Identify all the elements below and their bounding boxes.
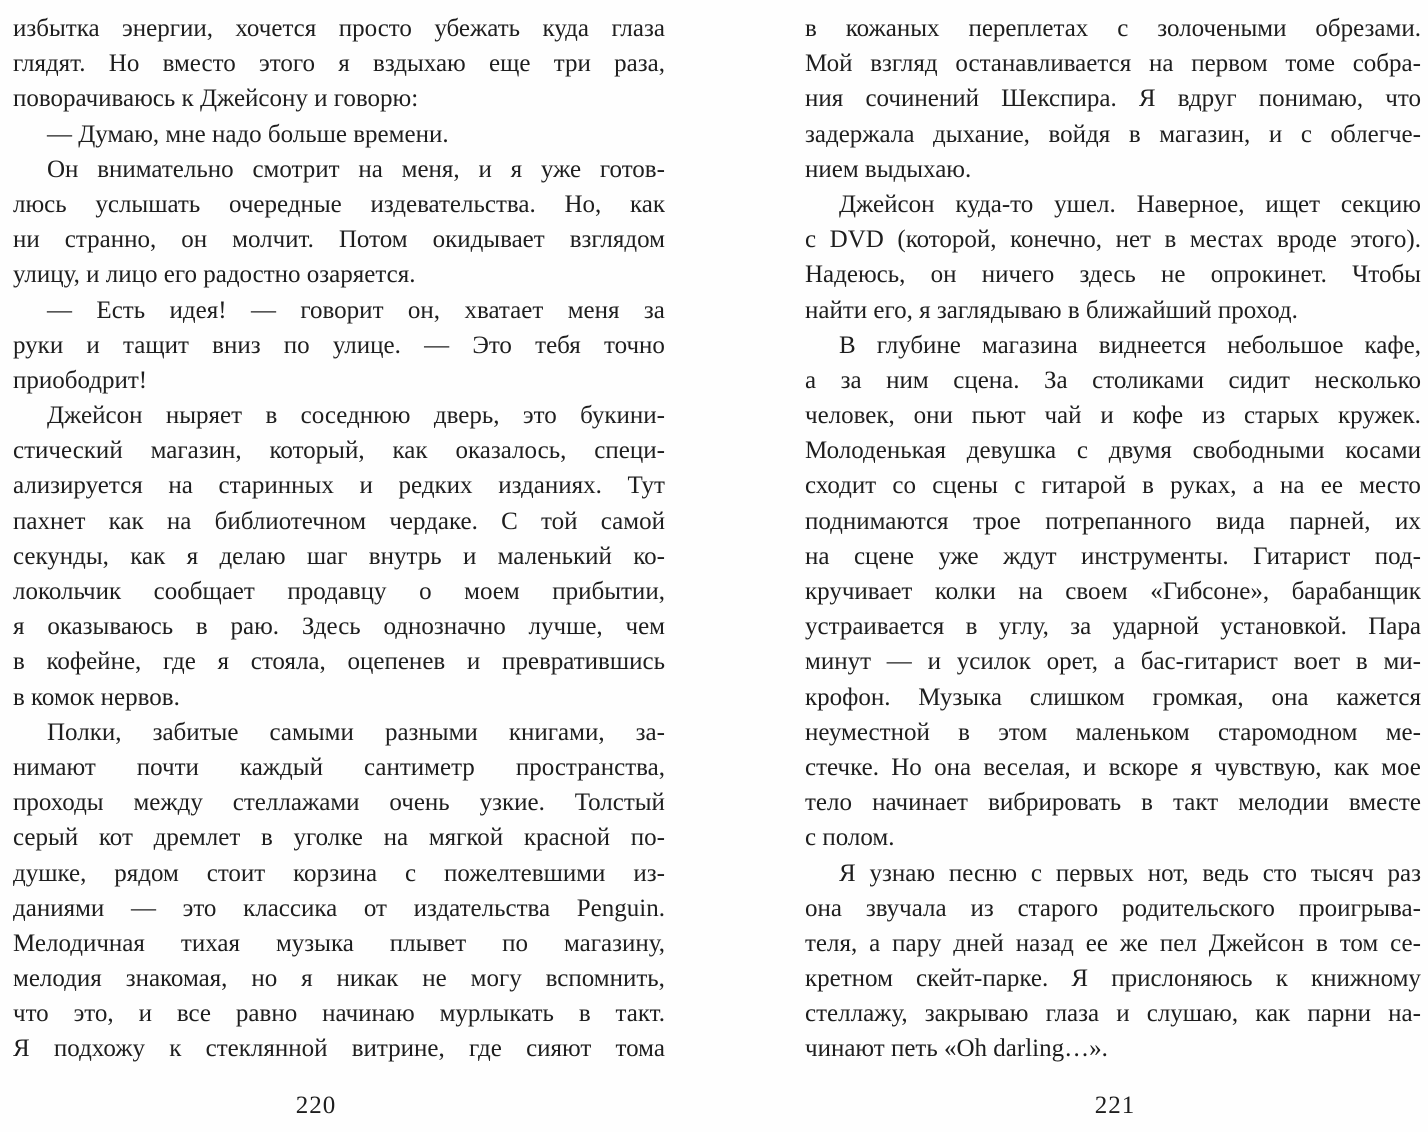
text-line: даниями — это классика от издательства Penguin. bbox=[13, 894, 665, 922]
text-line: нием выдыхаю. bbox=[805, 155, 972, 183]
text-line: избытка энергии, хочется просто убежать куда глаза bbox=[13, 15, 665, 42]
text-line: крофон. Музыка слишком громкая, она кажется bbox=[805, 683, 1421, 711]
text-line: Джейсон куда-то ушел. Наверное, ищет секцию bbox=[839, 190, 1421, 218]
text-line: кручивает колки на своем «Гибсоне», барабанщик bbox=[805, 578, 1421, 605]
text-line: неуместной в этом маленьком старомодном ме- bbox=[805, 718, 1421, 746]
text-line: нимают почти каждый сантиметр пространства, bbox=[13, 753, 665, 781]
text-line: душке, рядом стоит корзина с пожелтевшими из- bbox=[13, 859, 665, 887]
text-line: что это, и все равно начинаю мурлыкать в такт. bbox=[13, 1000, 665, 1028]
text-line: стеллажу, закрываю глаза и слушаю, как парни на- bbox=[805, 1000, 1421, 1028]
text-line: локольчик сообщает продавцу о моем прибытии, bbox=[13, 578, 665, 605]
text-line: Я подхожу к стеклянной витрине, где сияют тома bbox=[13, 1035, 665, 1063]
text-line: ализируется на старинных и редких изданиях. Тут bbox=[13, 472, 665, 500]
text-line: — Думаю, мне надо больше времени. bbox=[47, 120, 449, 148]
text-line: устраивается в углу, за ударной установкой. Пара bbox=[805, 613, 1421, 641]
text-line: Джейсон ныряет в соседнюю дверь, это букини- bbox=[47, 402, 665, 430]
text-line: я оказываюсь в раю. Здесь однозначно лучше, чем bbox=[13, 613, 665, 641]
text-line: мелодия знакомая, но я никак не могу вспомнить, bbox=[13, 965, 665, 993]
text-line: пахнет как на библиотечном чердаке. С той самой bbox=[13, 507, 665, 535]
text-line: сходит со сцены с гитарой в руках, а на ее место bbox=[805, 472, 1421, 500]
text-line: минут — и усилок орет, а бас-гитарист воет в ми- bbox=[805, 648, 1421, 676]
text-line: Надеюсь, он ничего здесь не опрокинет. Чтобы bbox=[805, 261, 1421, 289]
text-line: а за ним сцена. За столиками сидит несколько bbox=[805, 366, 1421, 394]
text-line: Полки, забитые самыми разными книгами, за- bbox=[47, 718, 665, 746]
text-line: люсь услышать очередные издевательства. Но, как bbox=[13, 190, 665, 218]
page-number-right: 221 bbox=[1094, 1092, 1136, 1119]
text-line: найти его, я заглядываю в ближайший проход. bbox=[805, 296, 1298, 324]
page-number-left: 220 bbox=[295, 1092, 337, 1119]
text-line: руки и тащит вниз по улице. — Это тебя точно bbox=[13, 331, 665, 359]
text-line: секунды, как я делаю шаг внутрь и маленький ко- bbox=[13, 542, 665, 570]
text-line: Молоденькая девушка с двумя свободными косами bbox=[805, 437, 1421, 465]
text-line: улицу, и лицо его радостно озаряется. bbox=[13, 261, 416, 289]
text-line: в кофейне, где я стояла, оцепенев и превратившись bbox=[13, 648, 665, 676]
text-line: человек, они пьют чай и кофе из старых кружек. bbox=[805, 402, 1421, 430]
text-line: в кожаных переплетах с золочеными обрезами. bbox=[805, 15, 1421, 42]
text-line: серый кот дремлет в уголке на мягкой красной по- bbox=[13, 824, 665, 852]
page-right-text bbox=[805, 11, 1421, 1067]
text-line: Мой взгляд останавливается на первом томе собра- bbox=[805, 50, 1421, 78]
text-line: Он внимательно смотрит на меня, и я уже готов- bbox=[47, 155, 665, 183]
text-line: задержала дыхание, войдя в магазин, и с облегче- bbox=[805, 120, 1421, 148]
text-line: проходы между стеллажами очень узкие. Толстый bbox=[13, 789, 665, 817]
text-line: с полом. bbox=[805, 824, 895, 852]
text-line: тело начинает вибрировать в такт мелодии вместе bbox=[805, 789, 1421, 817]
text-line: в комок нервов. bbox=[13, 683, 180, 711]
text-line: чинают петь «Oh darling…». bbox=[805, 1035, 1108, 1063]
text-line: с DVD (которой, конечно, нет в местах вроде этого). bbox=[805, 226, 1421, 254]
text-line: на сцене уже ждут инструменты. Гитарист под- bbox=[805, 542, 1421, 570]
text-line: стечке. Но она веселая, и вскоре я чувствую, как мое bbox=[805, 753, 1421, 781]
text-line: теля, а пару дней назад ее же пел Джейсон в том се- bbox=[805, 929, 1421, 957]
text-line: Я узнаю песню с первых нот, ведь сто тысяч раз bbox=[839, 859, 1421, 887]
text-line: глядят. Но вместо этого я вздыхаю еще три раза, bbox=[13, 50, 665, 78]
text-line: ни странно, он молчит. Потом окидывает взглядом bbox=[13, 226, 665, 254]
text-line: — Есть идея! — говорит он, хватает меня за bbox=[47, 296, 665, 324]
text-line: поворачиваюсь к Джейсону и говорю: bbox=[13, 85, 419, 113]
text-line: ния сочинений Шекспира. Я вдруг понимаю, что bbox=[805, 85, 1421, 113]
text-line: В глубине магазина виднеется небольшое кафе, bbox=[839, 331, 1421, 359]
text-line: Мелодичная тихая музыка плывет по магазину, bbox=[13, 929, 665, 957]
text-line: она звучала из старого родительского проигрыва- bbox=[805, 894, 1421, 922]
text-line: приободрит! bbox=[13, 366, 148, 394]
text-line: стический магазин, который, как оказалось, специ- bbox=[13, 437, 665, 465]
text-line: кретном скейт-парке. Я прислоняюсь к книжному bbox=[805, 965, 1421, 993]
text-line: поднимаются трое потрепанного вида парней, их bbox=[805, 507, 1421, 535]
page-left-text bbox=[13, 11, 665, 1067]
